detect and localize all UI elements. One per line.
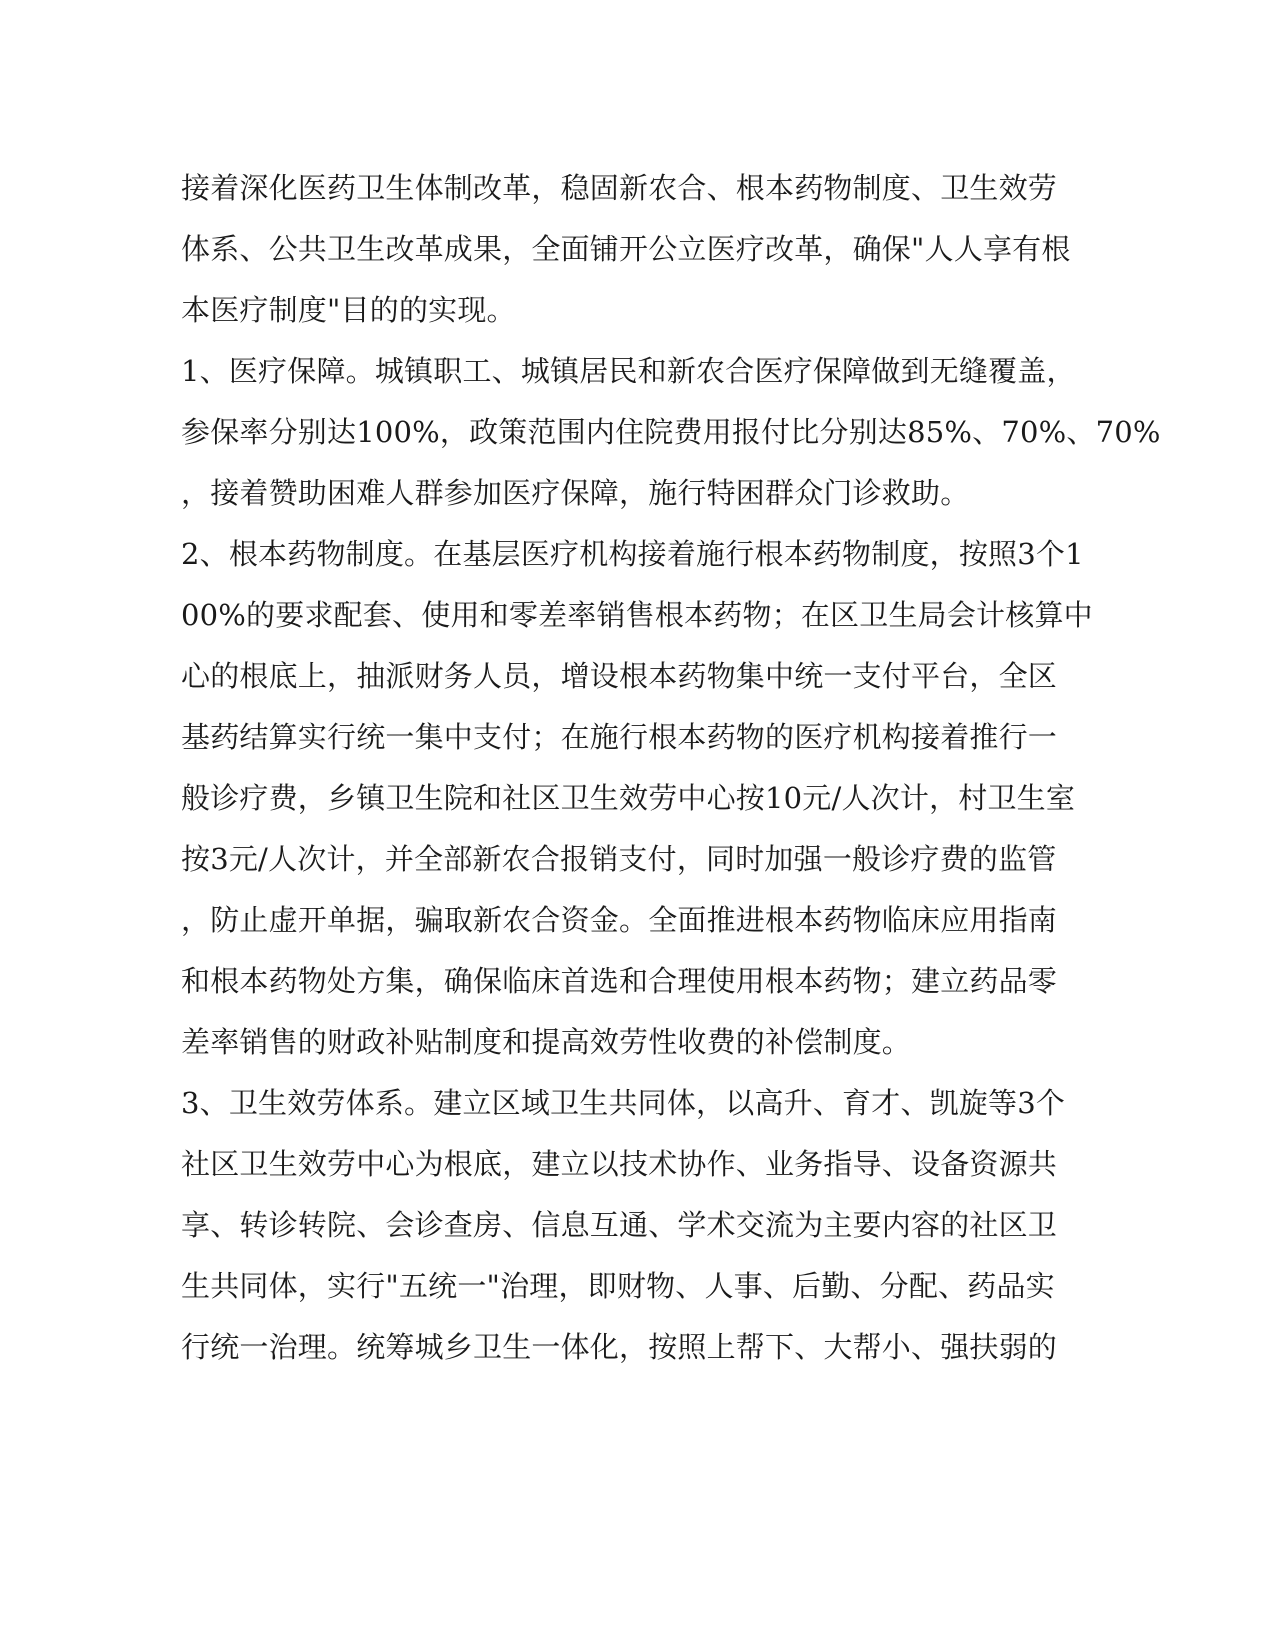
text-line: ，防止虚开单据，骗取新农合资金。全面推进根本药物临床应用指南 [181, 903, 1058, 937]
text-line: 3、卫生效劳体系。建立区域卫生共同体，以高升、育才、凯旋等3个 [181, 1086, 1066, 1120]
text-line: 按3元/人次计，并全部新农合报销支付，同时加强一般诊疗费的监管 [181, 842, 1057, 876]
text-line: 般诊疗费，乡镇卫生院和社区卫生效劳中心按10元/人次计，村卫生室 [181, 781, 1076, 815]
text-line: 生共同体，实行"五统一"治理，即财物、人事、后勤、分配、药品实 [181, 1269, 1055, 1303]
text-line: 差率销售的财政补贴制度和提高效劳性收费的补偿制度。 [181, 1025, 912, 1059]
text-line: 体系、公共卫生改革成果，全面铺开公立医疗改革，确保"人人享有根 [181, 232, 1071, 266]
text-line: 基药结算实行统一集中支付；在施行根本药物的医疗机构接着推行一 [181, 720, 1058, 754]
text-line: 2、根本药物制度。在基层医疗机构接着施行根本药物制度，按照3个1 [181, 537, 1084, 571]
text-line: 社区卫生效劳中心为根底，建立以技术协作、业务指导、设备资源共 [181, 1147, 1058, 1181]
text-line: 心的根底上，抽派财务人员，增设根本药物集中统一支付平台，全区 [181, 659, 1058, 693]
text-line: 本医疗制度"目的的实现。 [181, 293, 516, 327]
text-line: 接着深化医药卫生体制改革，稳固新农合、根本药物制度、卫生效劳 [181, 171, 1058, 205]
text-line: 00%的要求配套、使用和零差率销售根本药物；在区卫生局会计核算中 [181, 598, 1093, 632]
document-body [181, 158, 1161, 1378]
text-line: 和根本药物处方集，确保临床首选和合理使用根本药物；建立药品零 [181, 964, 1058, 998]
text-line: 1、医疗保障。城镇职工、城镇居民和新农合医疗保障做到无缝覆盖， [181, 354, 1076, 388]
text-line: 行统一治理。统筹城乡卫生一体化，按照上帮下、大帮小、强扶弱的 [181, 1330, 1058, 1364]
text-line: 享、转诊转院、会诊查房、信息互通、学术交流为主要内容的社区卫 [181, 1208, 1058, 1242]
text-line: ，接着赞助困难人群参加医疗保障，施行特困群众门诊救助。 [181, 476, 970, 510]
text-line: 参保率分别达100%，政策范围内住院费用报付比分别达85%、70%、70% [181, 415, 1161, 449]
